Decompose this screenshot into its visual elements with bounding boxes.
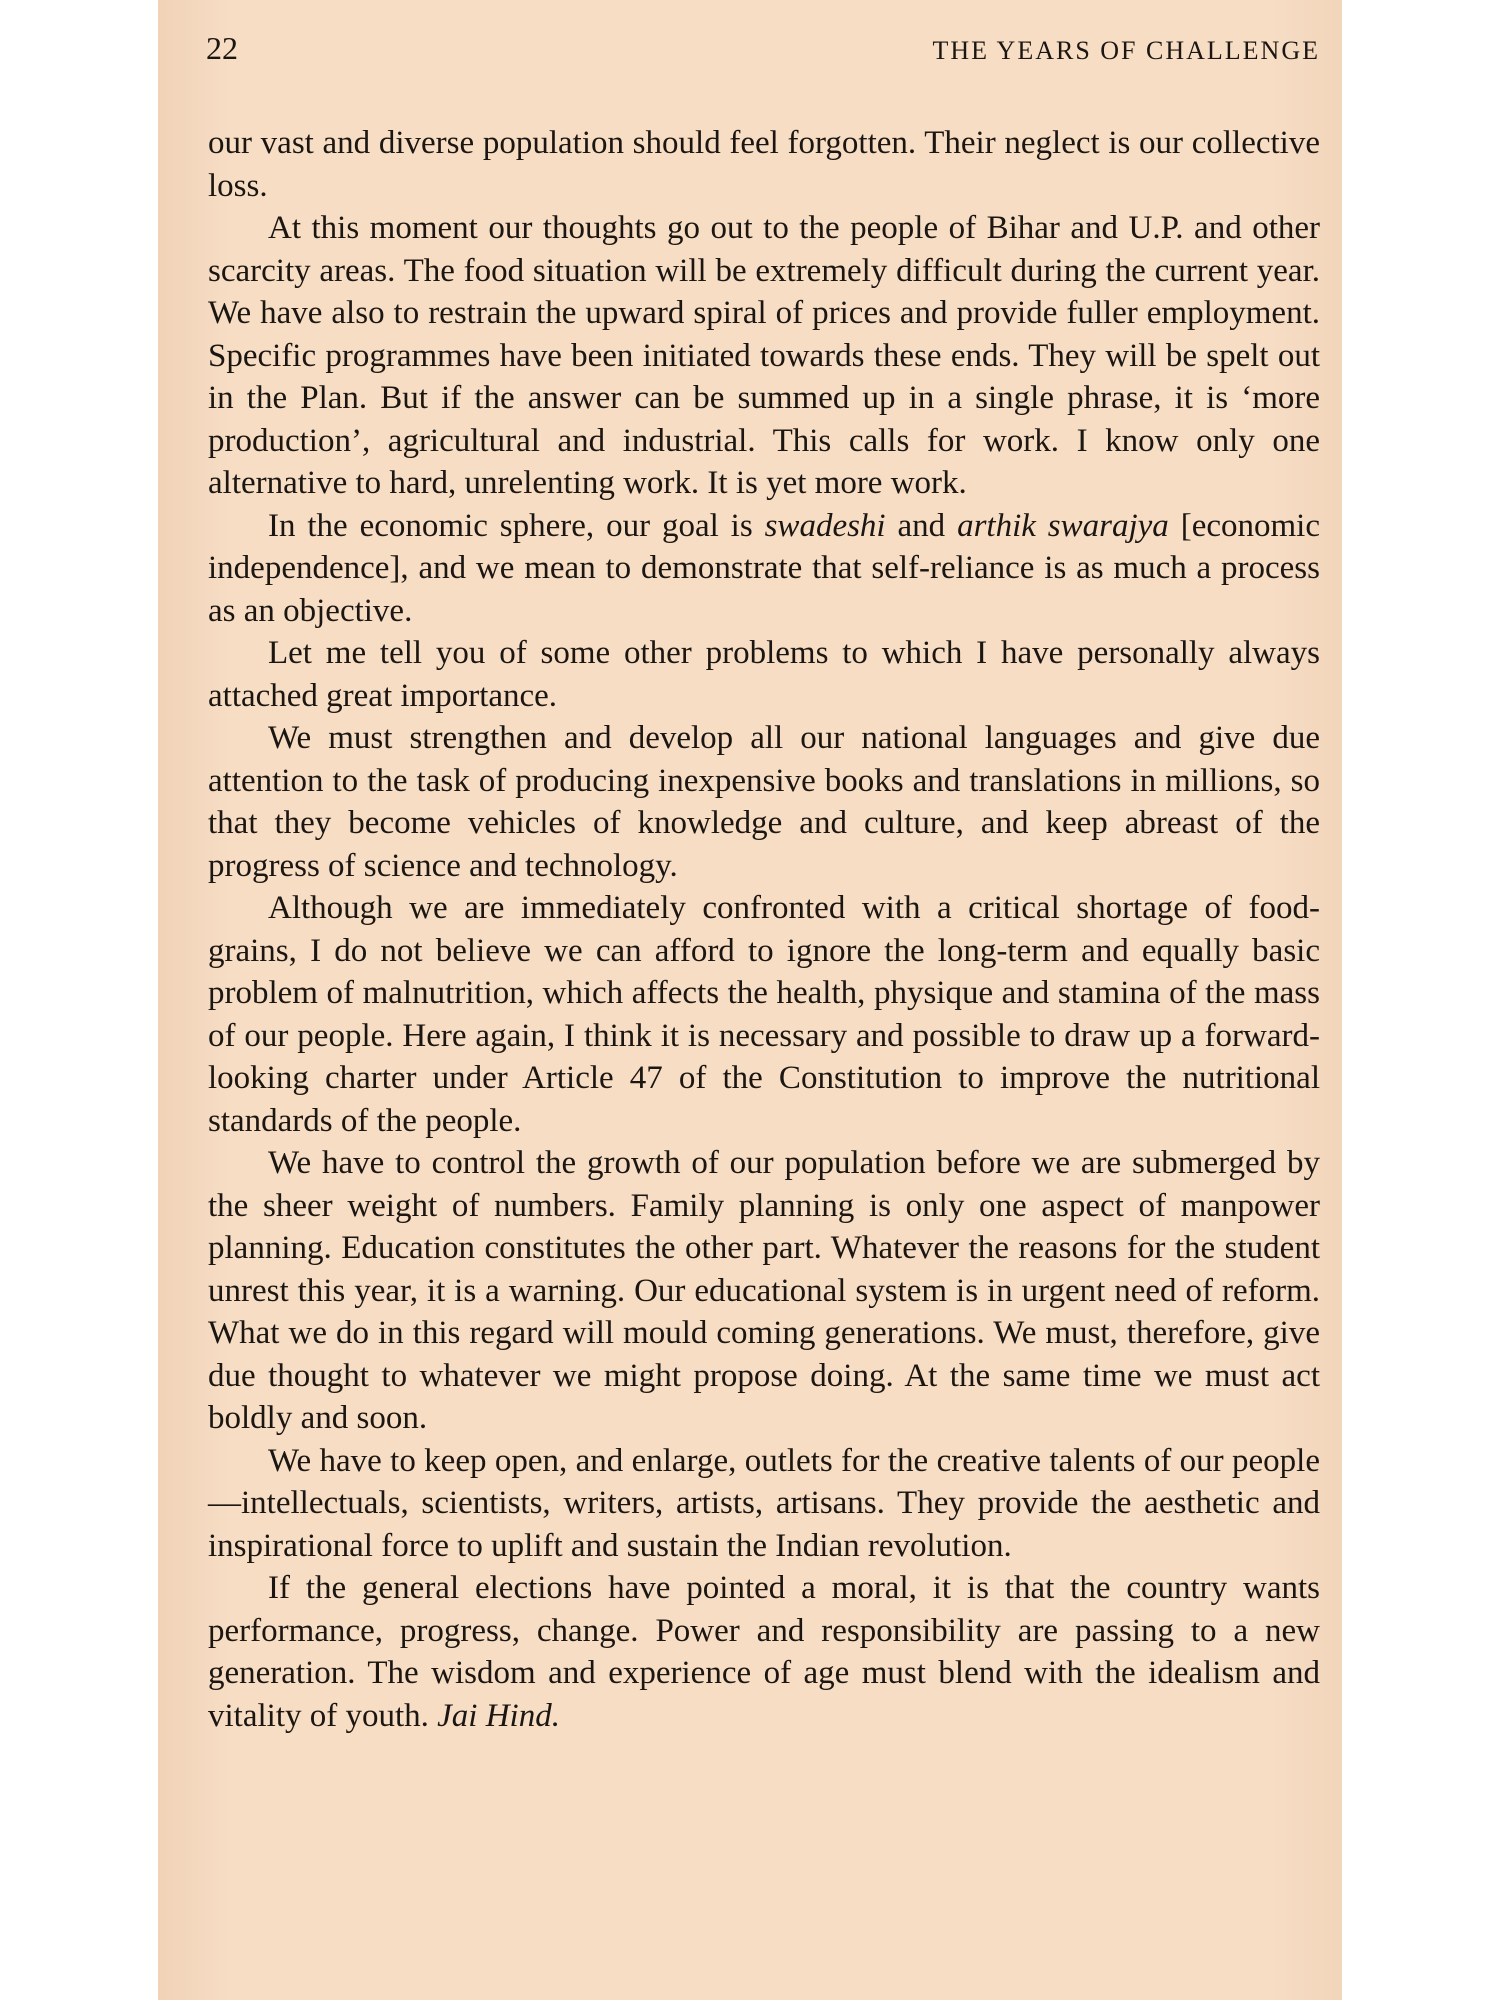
running-head: THE YEARS OF CHALLENGE xyxy=(932,36,1320,65)
page-number: 22 xyxy=(206,30,238,66)
paragraph: We have to keep open, and enlarge, outlets for the creative talents of our people—intellectuals, scientists, writers, artists, artisans. They provide the aesthetic and inspirational force to uplift and sustain the Indian revolution. xyxy=(208,1442,1320,1564)
paragraph: Although we are immediately confronted with a critical shortage of food-grains, I do not believe we can afford to ignore the long-term and equally basic problem of malnutrition, which affects the health, physique and stamina of the mass of our people. Here again, I think it is necessary and possible to draw up a forward-looking charter under Article 47 of the Constitution to improve the nutritional standards of the people. xyxy=(208,890,1320,1139)
text-run: In the economic sphere, our goal is xyxy=(268,507,765,544)
page-header xyxy=(206,28,1320,68)
italic-term: swadeshi xyxy=(764,507,886,544)
italic-term: arthik swarajya xyxy=(957,507,1169,544)
text-run: and xyxy=(885,507,958,544)
paragraph xyxy=(208,505,1320,633)
paragraph: our vast and diverse population should feel forgotten. Their neglect is our collective loss. xyxy=(208,125,1320,204)
text-run: [economic independence], and we mean to demonstrate that self-reliance is as much a process as an objective. xyxy=(208,507,1320,629)
paragraph: At this moment our thoughts go out to the people of Bihar and U.P. and other scarcity areas. The food situation will be extremely difficult during the current year. We have also to restrain the upward spiral of prices and provide fuller employment. Specific programmes have been initiated towards these ends. They will be spelt out in the Plan. But if the answer can be summed up in a single phrase, it is ‘more production’, agricultural and industrial. This calls for work. I know only one alternative to hard, unrelenting work. It is yet more work. xyxy=(208,210,1320,501)
paragraph: We have to control the growth of our population before we are submerged by the sheer weight of numbers. Family planning is only one aspect of manpower planning. Education constitutes the other part. Whatever the reasons for the student unrest this year, it is a warning. Our educational system is in urgent need of reform. What we do in this regard will mould coming generations. We must, therefore, give due thought to whatever we might propose doing. At the same time we must act boldly and soon. xyxy=(208,1145,1320,1436)
paragraph: We must strengthen and develop all our national languages and give due attention to the task of producing inexpensive books and translations in millions, so that they become vehicles of knowledge and culture, and keep abreast of the progress of science and technology. xyxy=(208,720,1320,884)
italic-closing: Jai Hind. xyxy=(437,1697,560,1734)
text-run: If the general elections have pointed a moral, it is that the country wants performance, progress, change. Power and responsibility are passing to a new generation. The wisdom and experience of age must blend with the idealism and vitality of youth. xyxy=(208,1570,1320,1734)
paragraph xyxy=(208,1567,1320,1737)
book-page xyxy=(158,0,1342,2000)
paragraph: Let me tell you of some other problems to which I have personally always attached great importance. xyxy=(208,635,1320,714)
body-text xyxy=(208,122,1320,1737)
